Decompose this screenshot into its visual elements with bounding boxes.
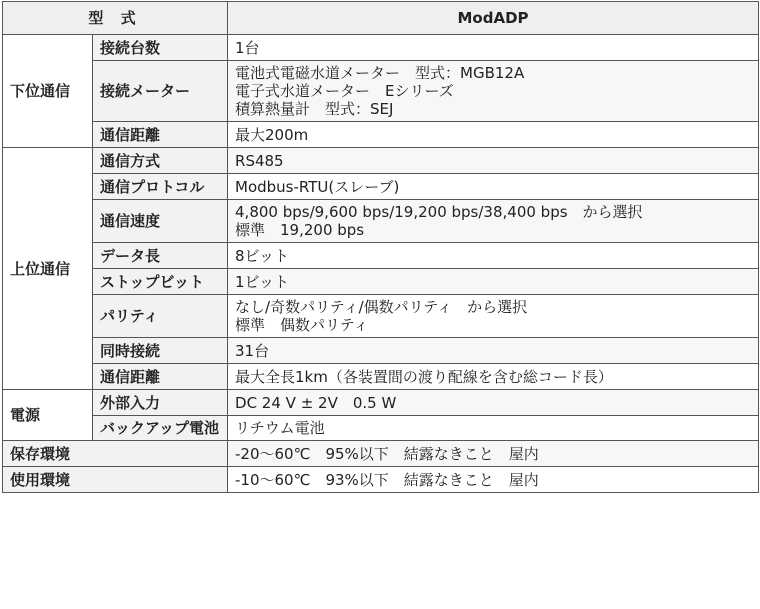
table-row	[3, 122, 759, 148]
item-label: バックアップ電池	[93, 416, 228, 441]
meter-line: 電池式電磁水道メーター 型式：MGB12A	[235, 64, 525, 82]
item-value: 1台	[228, 35, 759, 61]
table-row	[3, 174, 759, 200]
item-label: 接続メーター	[93, 61, 228, 122]
item-label: 同時接続	[93, 338, 228, 364]
item-value: 最大全長1km（各装置間の渡り配線を含む総コード長）	[228, 364, 759, 390]
item-value	[228, 295, 759, 338]
header-row	[3, 2, 759, 35]
item-value: -20～60℃ 95%以下 結露なきこと 屋内	[228, 441, 759, 467]
group-upper-comm: 上位通信	[3, 148, 93, 390]
item-label: 外部入力	[93, 390, 228, 416]
parity-line: なし/奇数パリティ/偶数パリティ から選択	[235, 298, 528, 316]
table-row	[3, 243, 759, 269]
table-row	[3, 441, 759, 467]
model-label: 型 式	[3, 2, 228, 35]
item-value: 8ビット	[228, 243, 759, 269]
item-label: 使用環境	[3, 467, 228, 493]
item-label: 通信プロトコル	[93, 174, 228, 200]
speed-line: 標準 19,200 bps	[235, 221, 365, 239]
model-value: ModADP	[228, 2, 759, 35]
spec-table	[2, 1, 759, 493]
item-label: 保存環境	[3, 441, 228, 467]
item-label: 通信方式	[93, 148, 228, 174]
table-row	[3, 61, 759, 122]
group-power: 電源	[3, 390, 93, 441]
meter-line: 電子式水道メーター Eシリーズ	[235, 82, 454, 100]
table-row	[3, 269, 759, 295]
item-value	[228, 61, 759, 122]
table-row	[3, 148, 759, 174]
table-row	[3, 390, 759, 416]
item-value: 31台	[228, 338, 759, 364]
item-value	[228, 200, 759, 243]
table-row	[3, 467, 759, 493]
item-label: 接続台数	[93, 35, 228, 61]
table-row	[3, 295, 759, 338]
table-row	[3, 200, 759, 243]
speed-line: 4,800 bps/9,600 bps/19,200 bps/38,400 bps から選択	[235, 203, 643, 221]
table-row	[3, 338, 759, 364]
item-label: 通信距離	[93, 122, 228, 148]
meter-line: 積算熱量計 型式：SEJ	[235, 100, 394, 118]
item-value: RS485	[228, 148, 759, 174]
item-value: 1ビット	[228, 269, 759, 295]
item-label: 通信距離	[93, 364, 228, 390]
table-row	[3, 416, 759, 441]
item-label: パリティ	[93, 295, 228, 338]
item-value: リチウム電池	[228, 416, 759, 441]
parity-line: 標準 偶数パリティ	[235, 316, 369, 334]
item-value: DC 24 V ± 2V 0.5 W	[228, 390, 759, 416]
item-value: Modbus-RTU(スレーブ)	[228, 174, 759, 200]
item-value: 最大200m	[228, 122, 759, 148]
table-row	[3, 35, 759, 61]
table-row	[3, 364, 759, 390]
item-label: 通信速度	[93, 200, 228, 243]
item-value: -10～60℃ 93%以下 結露なきこと 屋内	[228, 467, 759, 493]
item-label: データ長	[93, 243, 228, 269]
group-lower-comm: 下位通信	[3, 35, 93, 148]
item-label: ストップビット	[93, 269, 228, 295]
